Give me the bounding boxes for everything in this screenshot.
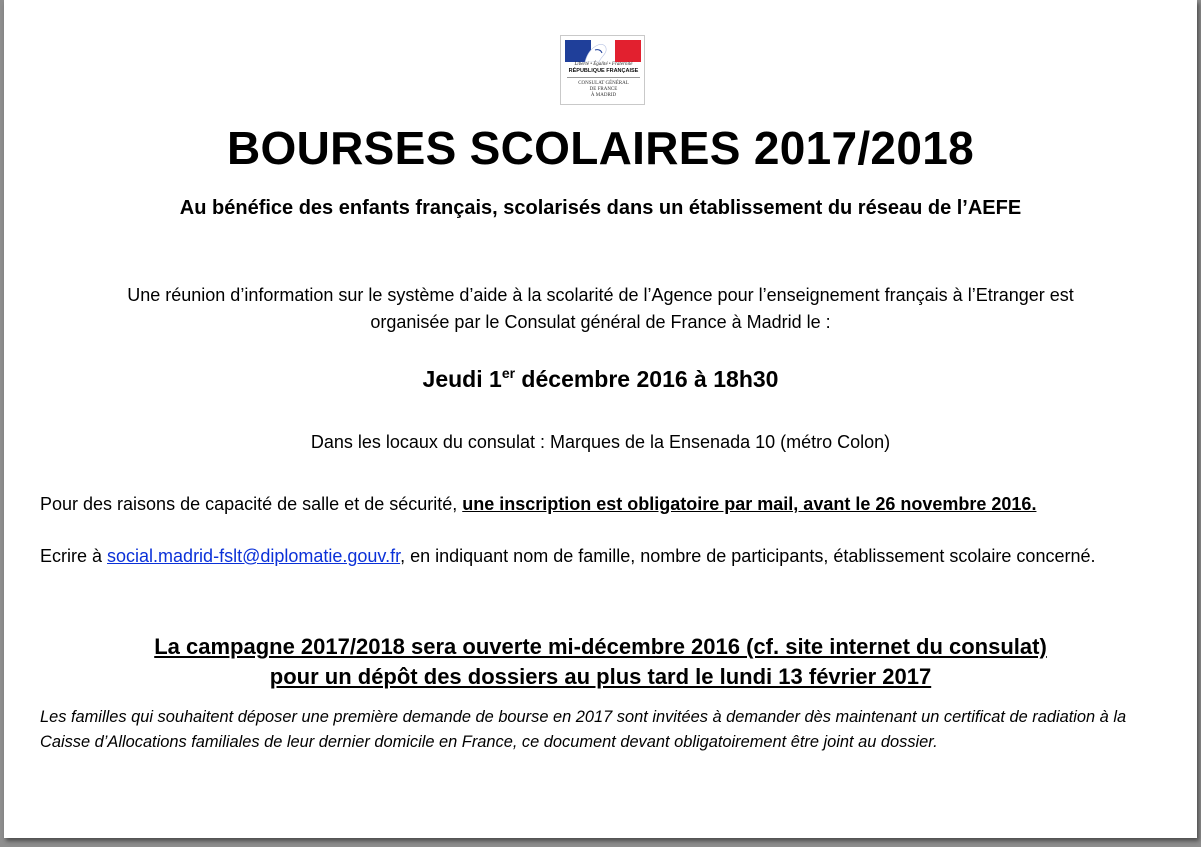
registration-emphasis: une inscription est obligatoire par mail, avant le 26 novembre 2016. xyxy=(462,494,1037,514)
meeting-date xyxy=(4,364,1197,397)
logo-consulat: CONSULAT GÉNÉRAL DE FRANCE À MADRID xyxy=(578,81,629,98)
contact-before: Ecrire à xyxy=(40,546,108,566)
logo-republic: RÉPUBLIQUE FRANÇAISE xyxy=(568,68,639,74)
campaign-line-1: La campagne 2017/2018 sera ouverte mi-décembre 2016 (cf. site internet du consulat) xyxy=(154,634,1047,659)
registration-paragraph xyxy=(40,491,1170,517)
families-note: Les familles qui souhaitent déposer une première demande de bourse en 2017 sont invitées à demander dès maintenant un certificat de radiation à la Caisse d’Allocations familiales de leur dernier domicile en France, ce document devant obligatoirement être joint au dossier. xyxy=(40,708,1127,751)
republique-francaise-logo xyxy=(560,35,645,105)
date-rest: décembre 2016 à 18h30 xyxy=(515,366,779,392)
contact-paragraph xyxy=(40,543,1170,569)
intro-line-1: Une réunion d’information sur le système d’aide à la scolarité de l’Agence pour l’enseignement français à l’Etranger est xyxy=(127,285,1074,305)
campaign-line-2: pour un dépôt des dossiers au plus tard le lundi 13 février 2017 xyxy=(269,664,932,689)
document-page xyxy=(4,0,1197,838)
date-ordinal: er xyxy=(501,365,516,381)
registration-text: Pour des raisons de capacité de salle et de sécurité, xyxy=(40,494,463,514)
meeting-location: Dans les locaux du consulat : Marques de la Ensenada 10 (métro Colon) xyxy=(310,432,891,452)
campaign-announcement xyxy=(4,632,1197,692)
intro-line-2: organisée par le Consulat général de France à Madrid le : xyxy=(370,312,831,332)
contact-after: , en indiquant nom de famille, nombre de participants, établissement scolaire concerné. xyxy=(400,546,1096,566)
date-day: Jeudi 1 xyxy=(422,366,502,392)
page-subtitle: Au bénéfice des enfants français, scolarisés dans un établissement du réseau de l’AEFE xyxy=(179,197,1022,219)
page-title: BOURSES SCOLAIRES 2017/2018 xyxy=(227,122,974,174)
logo-motto: Liberté • Égalité • Fraternité xyxy=(574,62,633,67)
logo-divider xyxy=(567,77,640,78)
email-link[interactable]: social.madrid-fslt@diplomatie.gouv.fr xyxy=(107,546,401,566)
marianne-flag-icon xyxy=(565,40,641,62)
